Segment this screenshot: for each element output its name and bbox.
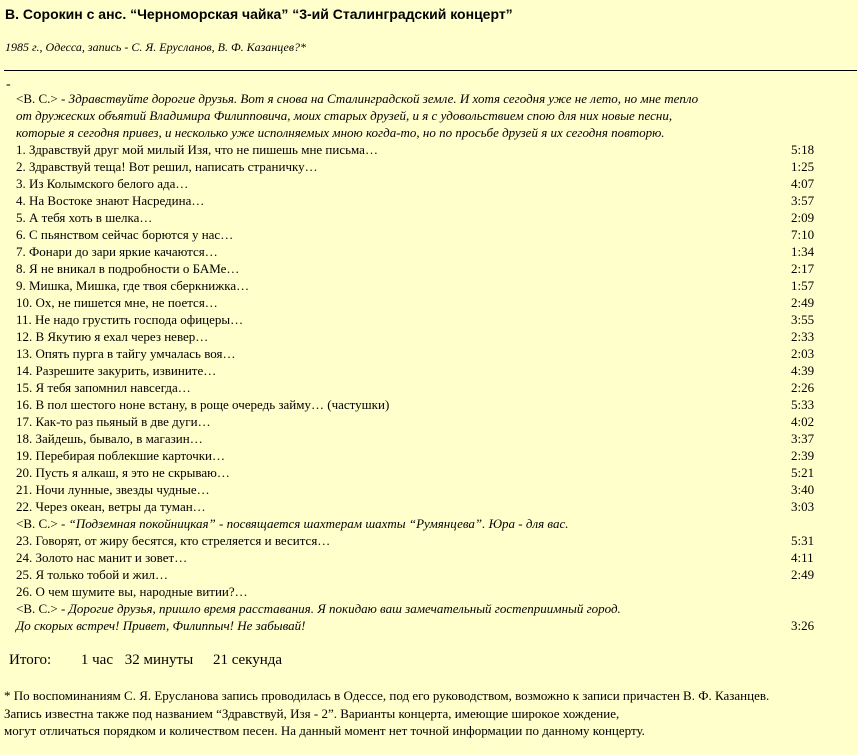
track-title: 16. В пол шестого ноне встану, в роще очередь займу… (частушки) [16,397,390,412]
track-row [16,549,826,566]
track-duration: 2:03 [791,346,815,361]
dash-marker: - [6,77,11,92]
track-duration: 2:49 [791,295,815,310]
intro-line [16,107,826,124]
track-title: 24. Золото нас манит и зовет… [16,550,188,565]
track-row [16,481,826,498]
track-title: 18. Зайдешь, бывало, в магазин… [16,431,203,446]
intro-text: от дружеских объятий Владимира Филипповича, моих старых друзей, и я с удовольствием спою для них новые песни, [16,108,673,123]
track-title: 9. Мишка, Мишка, где твоя сберкнижка… [16,278,250,293]
outro-text: Дорогие друзья, пришло время расставания. Я покидаю ваш замечательный гостеприимный город. [68,601,621,616]
track-duration: 4:07 [791,176,815,191]
speaker-prefix: <В. С.> - [16,516,66,531]
track-title: 11. Не надо грустить господа офицеры… [16,312,244,327]
track-title: 5. А тебя хоть в шелка… [16,210,153,225]
intro-text: которые я сегодня привез, и несколько уже исполняемых мною когда-то, но по просьбе друзей я их сегодня повторю. [16,125,665,140]
total-seconds: 21 секунда [212,652,283,668]
track-duration: 3:55 [791,312,815,327]
track-row [16,566,826,583]
track-duration: 2:33 [791,329,815,344]
track-row [16,311,826,328]
track-list-a [16,141,826,634]
total-hours: 1 час [80,652,113,668]
track-duration: 4:11 [791,550,814,565]
announcement-line [16,515,826,532]
track-duration: 3:40 [791,482,815,497]
track-row [16,464,826,481]
outro-line [16,600,826,617]
track-duration: 1:34 [791,244,815,259]
track-duration: 5:33 [791,397,815,412]
total-minutes: 32 минуты [124,652,194,668]
track-duration: 1:57 [791,278,815,293]
track-row [16,447,826,464]
footnote-line: Запись известна также под названием “Здравствуй, Изя - 2”. Варианты концерта, имеющие широкое хождение, [4,705,620,721]
footnote-line: * По воспоминаниям С. Я. Ерусланова запись проводилась в Одессе, под его руководством, возможно к записи причастен В. Ф. Казанцев. [4,688,770,703]
track-title: 6. С пьянством сейчас борются у нас… [16,227,234,242]
track-title: 7. Фонари до зари яркие качаются… [16,244,218,259]
track-title: 2. Здравствуй теща! Вот решил, написать страничку… [16,159,318,174]
announcement-text: “Подземная покойницкая” - посвящается шахтерам шахты “Румянцева”. Юра - для вас. [68,516,569,531]
track-duration: 7:10 [791,227,815,242]
track-row [16,260,826,277]
track-row [16,379,826,396]
speaker-prefix: <В. С.> - [16,601,66,616]
intro-line [16,90,826,107]
track-title: 25. Я только тобой и жил… [16,567,169,582]
track-title: 15. Я тебя запомнил навсегда… [16,380,191,395]
track-row [16,532,826,549]
track-row [16,345,826,362]
track-title: 14. Разрешите закурить, извините… [16,363,217,378]
track-title: 22. Через океан, ветры да туман… [16,499,206,514]
track-row [16,362,826,379]
total-duration [9,652,282,669]
track-row [16,243,826,260]
track-duration: 5:31 [791,533,815,548]
track-row [16,294,826,311]
track-row [16,498,826,515]
track-duration: 5:18 [791,142,815,157]
track-duration: 3:03 [791,499,815,514]
track-duration: 2:09 [791,210,815,225]
footnote-line: могут отличаться порядком и количеством песен. На данный момент нет точной информации по данному концерту. [4,723,645,738]
track-duration: 2:49 [791,567,815,582]
track-title: 21. Ночи лунные, звезды чудные… [16,482,210,497]
track-row [16,583,826,600]
track-row [16,158,826,175]
track-title: 10. Ох, не пишется мне, не поется… [16,295,218,310]
track-duration: 2:17 [791,261,815,276]
track-duration: 4:39 [791,363,815,378]
track-title: 8. Я не вникал в подробности о БАМе… [16,261,240,276]
track-title: 3. Из Колымского белого ада… [16,176,189,191]
track-title: 19. Перебирая поблекшие карточки… [16,448,226,463]
track-title: 12. В Якутию я ехал через невер… [16,329,209,344]
track-row [16,175,826,192]
track-duration: 3:57 [791,193,815,208]
track-title: 23. Говорят, от жиру бесятся, кто стреляется и весится… [16,533,331,548]
track-duration: 4:02 [791,414,815,429]
track-row [16,209,826,226]
track-row [16,192,826,209]
track-title: 4. На Востоке знают Насредина… [16,193,205,208]
track-row [16,430,826,447]
intro-line [16,124,826,141]
track-duration: 5:21 [791,465,815,480]
total-label: Итого: [9,652,52,668]
outro-line [16,617,826,634]
track-row [16,328,826,345]
track-title: 17. Как-то раз пьяный в две дуги… [16,414,211,429]
track-title: 20. Пусть я алкаш, я это не скрываю… [16,465,230,480]
track-title: 13. Опять пурга в тайгу умчалась воя… [16,346,236,361]
intro-block [16,90,826,141]
track-row [16,277,826,294]
page-title: В. Сорокин с анс. “Черноморская чайка” “3-ий Сталинградский концерт” [5,6,513,22]
intro-text: Здравствуйте дорогие друзья. Вот я снова на Сталинградской земле. И хотя сегодня уже не лето, но мне тепло [68,91,699,106]
horizontal-divider [4,70,857,71]
track-duration: 2:26 [791,380,815,395]
track-duration: 2:39 [791,448,815,463]
track-duration: 3:37 [791,431,815,446]
track-duration: 3:26 [791,618,815,633]
outro-text: До скорых встреч! Привет, Филиппыч! Не забывай! [16,618,306,633]
track-duration: 1:25 [791,159,815,174]
footnote [4,687,769,740]
track-title: 1. Здравствуй друг мой милый Изя, что не пишешь мне письма… [16,142,378,157]
speaker-prefix: <В. С.> - [16,91,66,106]
track-row [16,226,826,243]
track-title: 26. О чем шумите вы, народные витии?… [16,584,248,599]
track-row [16,413,826,430]
track-row [16,396,826,413]
recording-info: 1985 г., Одесса, запись - С. Я. Ерусланов, В. Ф. Казанцев?* [5,40,307,54]
track-row [16,141,826,158]
